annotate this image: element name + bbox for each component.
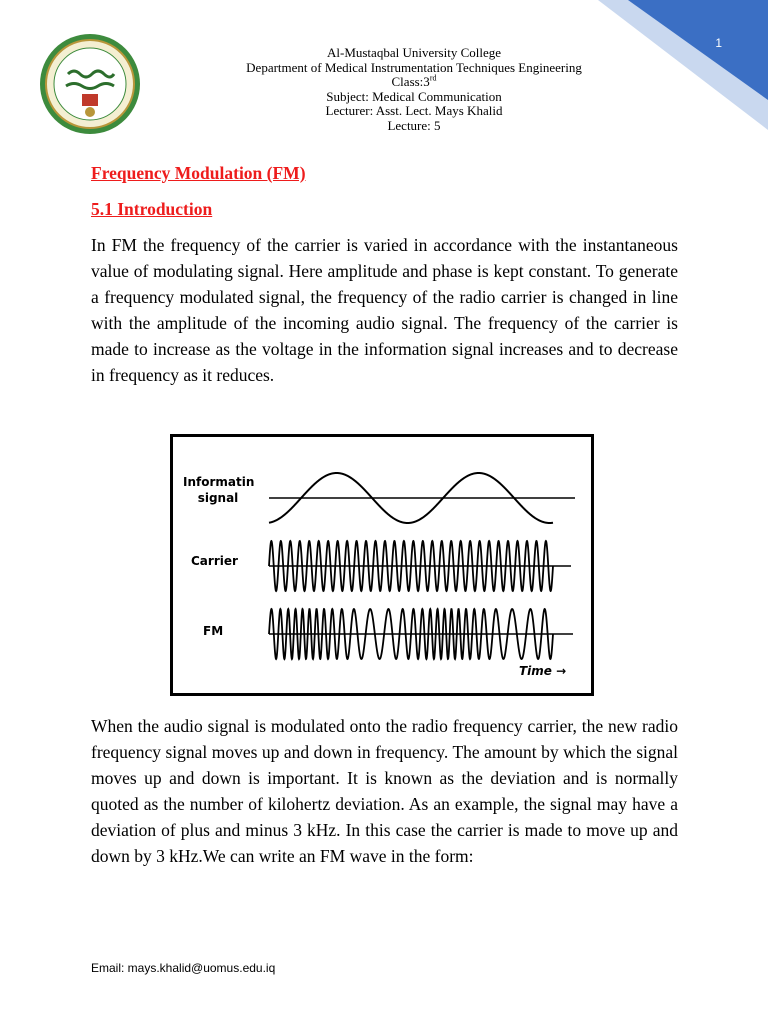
class-line: Class:3rd xyxy=(391,73,437,89)
deviation-paragraph: When the audio signal is modulated onto the radio frequency carrier, the new radio frequency signal moves up and down in frequency. The amount by which the signal moves up and down is important. It is known as the deviation and is normally quoted as the number of kilohertz deviation. As an example, the signal may have a deviation of plus and minus 3 kHz. In this case the carrier is made to move up and down by 3 kHz.We can write an FM wave in the form: xyxy=(91,716,678,866)
carrier-wave xyxy=(269,541,553,591)
section-heading: 5.1 Introduction xyxy=(91,199,213,219)
subject-line: Subject: Medical Communication xyxy=(326,88,502,104)
university-logo xyxy=(38,32,142,136)
footer-email: Email: mays.khalid@uomus.edu.iq xyxy=(91,961,276,975)
department-name: Department of Medical Instrumentation Techniques Engineering xyxy=(246,59,582,75)
carrier-label: Carrier xyxy=(191,554,238,568)
page-title: Frequency Modulation (FM) xyxy=(91,163,306,183)
intro-paragraph: In FM the frequency of the carrier is varied in accordance with the instantaneous value of modulating signal. Here amplitude and phase is kept constant. To generate a frequency modulated signal, the frequency of the radio carrier is changed in line with the amplitude of the incoming audio signal. The frequency of the carrier is made to increase as the voltage in the information signal increases and to decrease in frequency as it reduces. xyxy=(91,235,678,385)
lecture-line: Lecture: 5 xyxy=(387,117,441,133)
fm-label: FM xyxy=(203,624,224,638)
document-header xyxy=(180,46,648,133)
college-name: Al-Mustaqbal University College xyxy=(326,45,502,60)
information-signal-label: Informatin signal xyxy=(183,475,255,505)
lecturer-line: Lecturer: Asst. Lect. Mays Khalid xyxy=(325,103,503,118)
page-number: 1 xyxy=(715,36,722,50)
fm-waveform-figure xyxy=(170,434,594,696)
time-axis-label: Time → xyxy=(519,664,567,678)
